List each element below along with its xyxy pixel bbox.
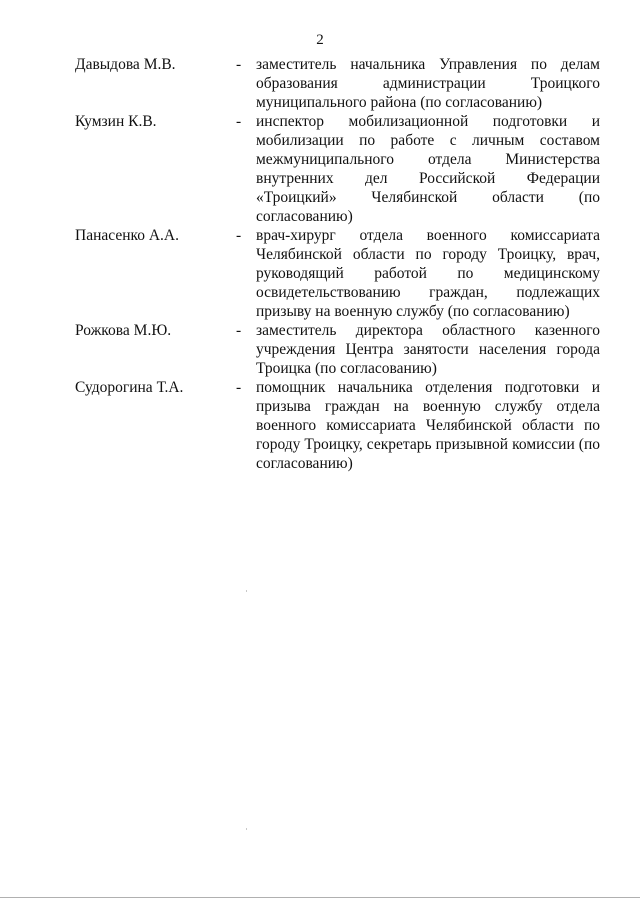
member-name: Панасенко А.А. xyxy=(75,227,179,244)
member-name: Давыдова М.В. xyxy=(75,56,176,73)
scan-speck xyxy=(246,828,247,830)
member-name: Судорогина Т.А. xyxy=(75,379,184,396)
member-role: врач-хирург отдела военного комиссариата Челябинской области по городу Троицку, врач, руководящий работой по медицинскому освидетельствованию граждан, подлежащих призыву на военную службу (по согласованию) xyxy=(256,227,600,320)
member-dash: - xyxy=(236,379,242,396)
member-dash: - xyxy=(236,322,242,339)
member-entry xyxy=(0,55,640,112)
member-role: помощник начальника отделения подготовки и призыва граждан на военную службу отдела военного комиссариата Челябинской области по городу Троицку, секретарь призывной комиссии (по согласованию) xyxy=(256,379,600,472)
scan-speck xyxy=(246,590,247,592)
member-role: заместитель директора областного казенного учреждения Центра занятости населения города Троицка (по согласованию) xyxy=(256,322,600,377)
member-name: Рожкова М.Ю. xyxy=(75,322,172,339)
member-role: заместитель начальника Управления по делам образования администрации Троицкого муниципального района (по согласованию) xyxy=(256,56,600,111)
member-entry xyxy=(0,378,640,473)
commission-members-list xyxy=(0,55,640,473)
page-number: 2 xyxy=(316,32,324,48)
member-dash: - xyxy=(236,113,242,130)
member-name: Кумзин К.В. xyxy=(75,113,157,130)
member-entry xyxy=(0,112,640,226)
page-bottom-edge xyxy=(0,897,640,898)
member-entry xyxy=(0,321,640,378)
member-dash: - xyxy=(236,227,242,244)
member-entry xyxy=(0,226,640,321)
member-dash: - xyxy=(236,56,242,73)
member-role: инспектор мобилизационной подготовки и мобилизации по работе с личным составом межмуниципального отдела Министерства внутренних дел Российской Федерации «Троицкий» Челябинской области (по согласованию) xyxy=(256,113,600,225)
